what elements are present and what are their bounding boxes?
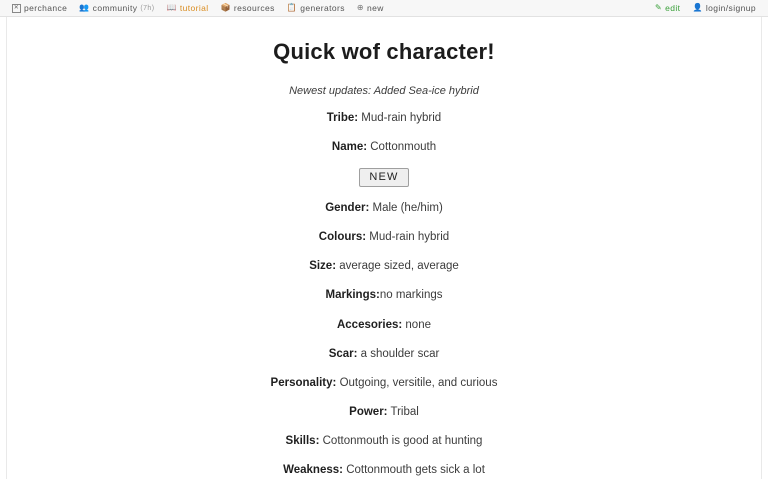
field-value-gender: Male (he/him) <box>372 202 443 215</box>
field-label-weakness: Weakness: <box>283 464 343 477</box>
box-icon: 📦 <box>220 3 231 12</box>
field-label-accesories: Accesories: <box>336 318 403 331</box>
field-label-name: Name: <box>331 141 368 154</box>
field-label-colours: Colours: <box>318 231 367 244</box>
field-label-scar: Scar: <box>328 347 358 360</box>
fields-after-button <box>7 200 761 478</box>
field-label-power: Power: <box>349 405 388 418</box>
generator-content <box>7 17 761 478</box>
nav-item-label: tutorial <box>179 3 209 13</box>
field-label-gender: Gender: <box>325 202 370 215</box>
perchance-logo-icon: ✕ <box>13 4 20 11</box>
field-label-skills: Skills: <box>285 434 320 447</box>
nav-item-label: perchance <box>24 3 68 13</box>
field-label-markings: Markings: <box>325 289 380 302</box>
field-value-weakness: Cottonmouth gets sick a lot <box>346 464 485 477</box>
field-value-name: Cottonmouth <box>370 141 437 154</box>
users-icon: 👥 <box>79 3 90 12</box>
fields-before-button <box>7 110 761 155</box>
book-icon: 📖 <box>166 3 177 12</box>
top-navigation-bar <box>0 0 768 17</box>
nav-right-group <box>649 1 762 15</box>
list-icon: 📋 <box>286 3 298 12</box>
field-markings <box>7 287 761 303</box>
nav-item-new[interactable] <box>351 1 390 15</box>
field-value-markings: no markings <box>379 289 443 302</box>
new-button-wrap <box>7 167 761 187</box>
nav-item-tutorial[interactable] <box>160 1 214 15</box>
field-value-personality: Outgoing, versitile, and curious <box>339 376 498 389</box>
nav-item-label: new <box>366 3 384 13</box>
field-skills <box>7 433 761 449</box>
field-tribe <box>7 110 761 126</box>
field-value-size: average sized, average <box>339 260 459 273</box>
nav-item-login-signup[interactable] <box>686 1 762 15</box>
field-label-tribe: Tribe: <box>326 112 359 124</box>
field-value-skills: Cottonmouth is good at hunting <box>322 434 483 447</box>
nav-item-perchance[interactable] <box>6 1 73 15</box>
page-title: Quick wof character! <box>273 39 495 64</box>
field-value-tribe: Mud-rain hybrid <box>361 112 442 124</box>
user-icon: 👤 <box>692 3 703 12</box>
field-value-colours: Mud-rain hybrid <box>369 231 450 244</box>
nav-item-label: edit <box>665 3 681 13</box>
nav-item-label: community <box>92 3 138 13</box>
field-personality <box>7 375 761 391</box>
field-weakness <box>7 462 761 478</box>
field-scar <box>7 346 761 362</box>
nav-item-resources[interactable] <box>215 1 281 15</box>
field-size <box>7 258 761 274</box>
field-accesories <box>7 317 761 333</box>
plus-circle-icon: ⊕ <box>356 3 364 12</box>
nav-item-community[interactable] <box>73 1 160 15</box>
field-label-personality: Personality: <box>270 376 337 389</box>
nav-item-label: resources <box>233 3 275 13</box>
field-label-size: Size: <box>309 260 337 273</box>
nav-item-edit[interactable] <box>649 1 686 15</box>
page-frame <box>6 17 762 479</box>
nav-item-label: generators <box>300 3 345 13</box>
field-gender <box>7 200 761 216</box>
nav-item-label: login/signup <box>705 3 756 13</box>
field-value-accesories: none <box>405 318 431 331</box>
nav-item-generators[interactable] <box>281 1 351 15</box>
field-value-scar: a shoulder scar <box>360 347 440 360</box>
field-power <box>7 404 761 420</box>
new-button[interactable]: NEW <box>359 168 408 187</box>
field-value-power: Tribal <box>390 405 419 418</box>
updates-note: Newest updates: Added Sea-ice hybrid <box>289 85 479 97</box>
nav-item-sublabel: (7h) <box>140 4 155 12</box>
field-name <box>7 139 761 155</box>
nav-left-group <box>6 1 649 15</box>
pencil-icon: ✎ <box>655 3 663 12</box>
field-colours <box>7 229 761 245</box>
